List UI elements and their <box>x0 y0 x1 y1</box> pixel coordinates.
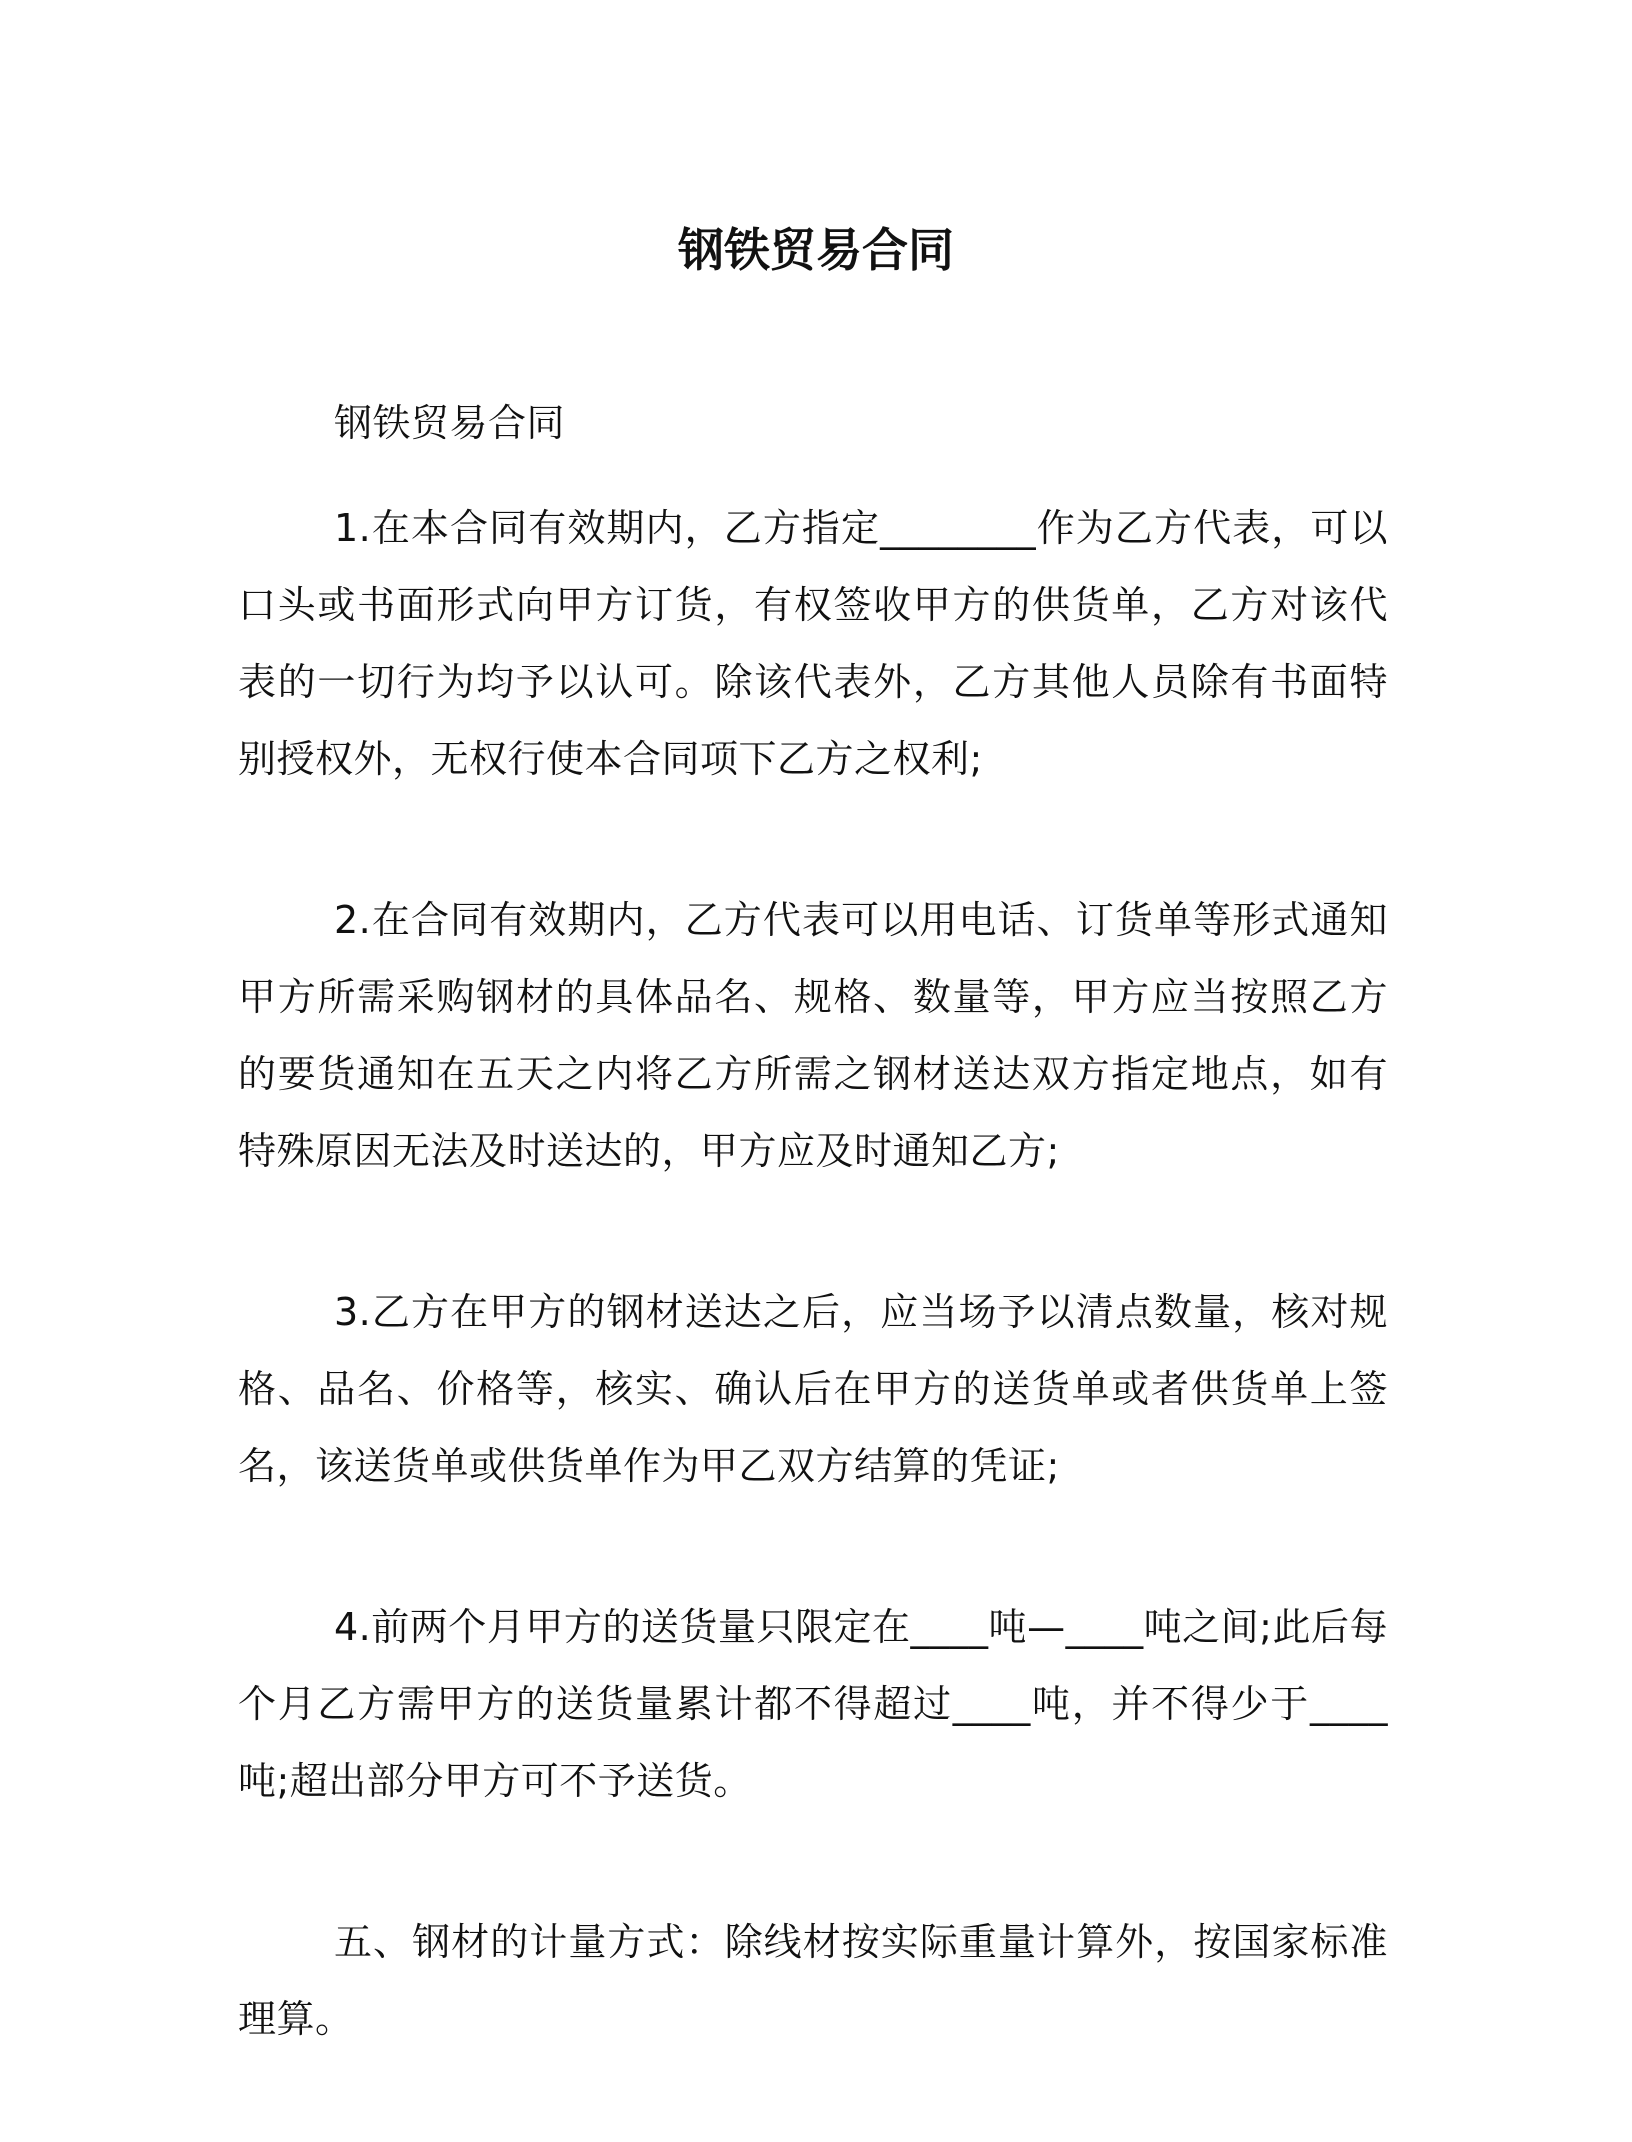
clause-1: 1.在本合同有效期内，乙方指定________作为乙方代表，可以口头或书面形式向甲方订货，有权签收甲方的供货单，乙方对该代表的一切行为均予以认可。除该代表外，乙方其他人员除有书面特别授权外，无权行使本合同项下乙方之权利; <box>238 506 1388 781</box>
document-title: 钢铁贸易合同 <box>678 223 954 277</box>
document-subtitle: 钢铁贸易合同 <box>334 401 566 445</box>
clause-4: 4.前两个月甲方的送货量只限定在____吨—____吨之间;此后每个月乙方需甲方的送货量累计都不得超过____吨，并不得少于____吨;超出部分甲方可不予送货。 <box>238 1605 1388 1803</box>
document-body <box>238 385 1388 2142</box>
clause-5: 五、钢材的计量方式：除线材按实际重量计算外，按国家标准理算。 <box>238 1920 1388 2041</box>
clause-3: 3.乙方在甲方的钢材送达之后，应当场予以清点数量，核对规格、品名、价格等，核实、确认后在甲方的送货单或者供货单上签名，该送货单或供货单作为甲乙双方结算的凭证; <box>238 1290 1388 1488</box>
clause-2: 2.在合同有效期内，乙方代表可以用电话、订货单等形式通知甲方所需采购钢材的具体品名、规格、数量等，甲方应当按照乙方的要货通知在五天之内将乙方所需之钢材送达双方指定地点，如有特殊原因无法及时送达的，甲方应及时通知乙方; <box>238 898 1388 1173</box>
